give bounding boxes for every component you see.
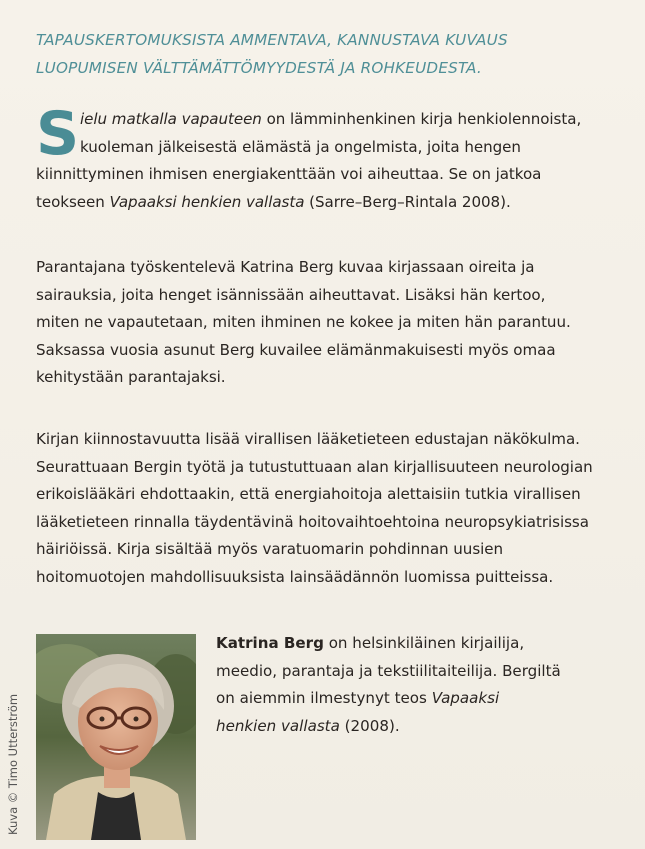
previous-book-title-italic: Vapaaksi (431, 689, 500, 708)
text-span: (Sarre–Berg–Rintala 2008). (304, 192, 511, 211)
bio-line (216, 685, 616, 713)
text-span: teokseen (36, 192, 110, 211)
drop-cap: S (36, 99, 80, 169)
paragraph-line (36, 106, 626, 134)
author-name: Katrina Berg (216, 634, 324, 652)
paragraph-line: kehitystään parantajaksi. (36, 368, 226, 387)
paragraph-line: lääketieteen rinnalla täydentävinä hoitovaihtoehtoina neuropsykiatrisissa (36, 512, 589, 531)
previous-book-title-italic: Vapaaksi henkien vallasta (109, 192, 305, 211)
paragraph-line: kuoleman jälkeisestä elämästä ja ongelmista, joita hengen (80, 137, 521, 156)
paragraph-line: Parantajana työskentelevä Katrina Berg kuvaa kirjassaan oireita ja (36, 258, 535, 276)
paragraph-line: erikoislääkäri ehdottaakin, että energiahoitoja alettaisiin tutkia virallisen (36, 485, 581, 504)
tagline (36, 26, 626, 82)
tagline-line-1: TAPAUSKERTOMUKSISTA AMMENTAVA, KANNUSTAVA KUVAUS (36, 31, 508, 49)
paragraph-line: sairauksia, joita henget isännissään aiheuttavat. Lisäksi hän kertoo, (36, 285, 546, 304)
paragraph-line: Saksassa vuosia asunut Berg kuvailee elämänmakuisesti myös omaa (36, 340, 556, 359)
photo-credit: Kuva © Timo Utterström (6, 693, 20, 835)
paragraph-line: kiinnittyminen ihmisen energiakenttään voi aiheuttaa. Se on jatkoa (36, 165, 542, 184)
paragraph-line: häiriöissä. Kirja sisältää myös varatuomarin pohdinnan uusien (36, 540, 504, 559)
bio-line (216, 713, 616, 741)
author-photo (36, 634, 196, 840)
paragraph-line (36, 189, 626, 217)
text-span: on aiemmin ilmestynyt teos (216, 689, 432, 708)
bio-line (216, 630, 616, 658)
text-span: on lämminhenkinen kirja henkiolennoista, (261, 110, 582, 128)
paragraph-medical-view (36, 426, 626, 592)
paragraph-intro (36, 99, 626, 216)
paragraph-author-work (36, 254, 626, 392)
text-span: on helsinkiläinen kirjailija, (323, 634, 525, 652)
bio-line: meedio, parantaja ja tekstiilitaiteilija. Bergiltä (216, 661, 561, 680)
text-span: (2008). (339, 716, 400, 735)
previous-book-title-italic: henkien vallasta (216, 716, 340, 735)
book-title-italic: ielu matkalla vapauteen (80, 110, 262, 128)
paragraph-line: hoitomuotojen mahdollisuuksista lainsäädännön luomissa puitteissa. (36, 567, 554, 586)
paragraph-line: Seurattuaan Bergin työtä ja tutustuttuaan alan kirjallisuuteen neurologian (36, 457, 593, 476)
author-bio (216, 630, 616, 740)
paragraph-line: miten ne vapautetaan, miten ihminen ne kokee ja miten hän parantuu. (36, 313, 571, 332)
paragraph-line: Kirjan kiinnostavuutta lisää virallisen lääketieteen edustajan näkökulma. (36, 430, 580, 448)
tagline-line-2: LUOPUMISEN VÄLTTÄMÄTTÖMYYDESTÄ JA ROHKEUDESTA. (36, 59, 482, 77)
author-portrait-illustration (36, 634, 196, 840)
